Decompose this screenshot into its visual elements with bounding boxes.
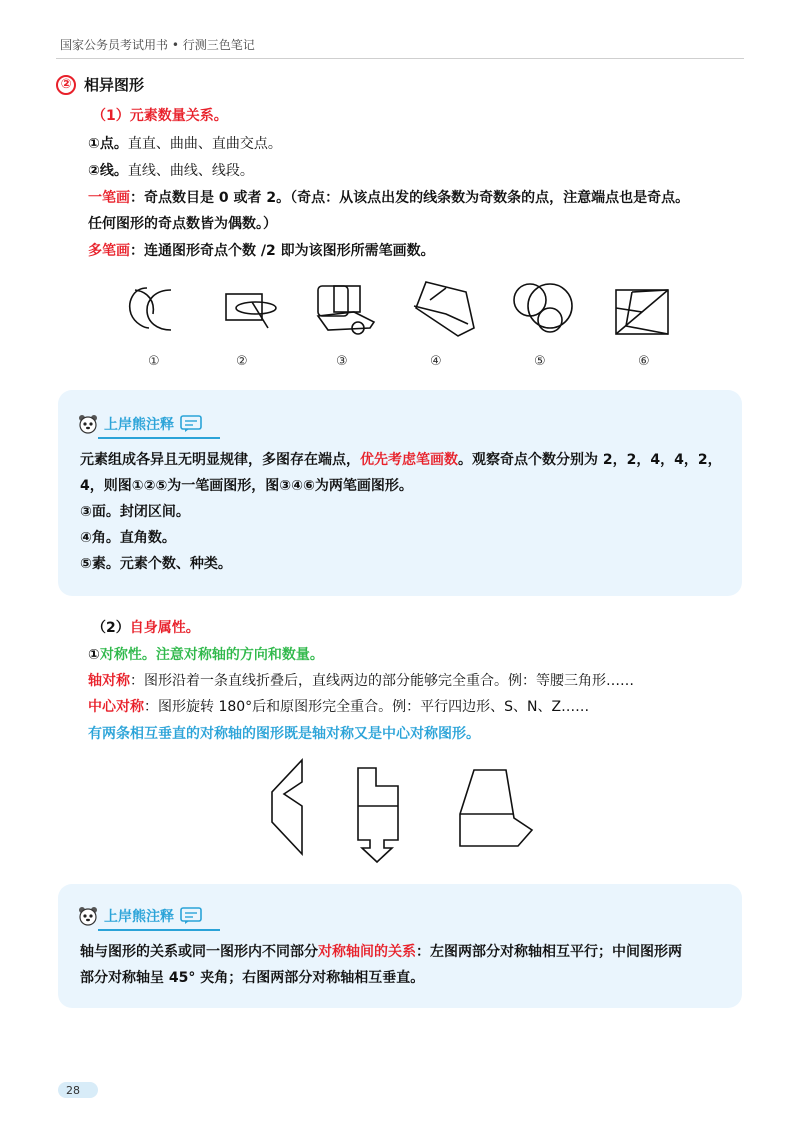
note-2-highlight: 对称轴间的关系 — [318, 944, 416, 960]
figure-6 — [612, 286, 672, 338]
points-line — [88, 134, 282, 154]
central-line — [88, 697, 589, 717]
part1-heading-num: （1） — [92, 108, 130, 124]
multi-stroke-label: 多笔画 — [88, 243, 130, 259]
note-2-line-1a: 轴与图形的关系或同一图形内不同部分 — [80, 944, 318, 960]
figure-label: ③ — [336, 354, 348, 369]
points-text: 直直、曲曲、直曲交点。 — [127, 136, 282, 152]
note-1-tag-underline — [98, 437, 220, 439]
figure-3 — [314, 282, 380, 338]
figure-5 — [506, 282, 576, 338]
figure-label: ② — [236, 354, 248, 369]
symmetry-line — [88, 645, 324, 665]
figure-4 — [408, 278, 478, 338]
symmetry-figure-right — [456, 766, 536, 850]
part2-heading-num: （2） — [92, 620, 130, 636]
figure-label: ① — [148, 354, 160, 369]
figure-label: ⑤ — [534, 354, 546, 369]
symmetry-prefix: ① — [88, 647, 100, 663]
note-1-line-2: 4，则图①②⑤为一笔画图形，图③④⑥为两笔画图形。 — [80, 478, 413, 494]
bear-icon — [78, 414, 98, 434]
symmetry-label: 对称性。 — [99, 647, 156, 663]
points-prefix: ①点。 — [88, 136, 128, 152]
multi-stroke-line — [88, 241, 435, 261]
comment-icon — [180, 907, 202, 925]
central-label: 中心对称 — [88, 699, 144, 715]
figure-label: ④ — [430, 354, 442, 369]
part1-heading — [92, 106, 228, 126]
note-2-tag — [78, 906, 202, 926]
bear-icon — [78, 906, 98, 926]
lines-line — [88, 161, 254, 181]
axial-text: ：图形沿着一条直线折叠后，直线两边的部分能够完全重合。例：等腰三角形…… — [130, 673, 634, 689]
figure-2 — [222, 288, 278, 332]
note-1-tag-text: 上岸熊注释 — [104, 417, 174, 433]
axial-line — [88, 671, 634, 691]
note-2-tag-text: 上岸熊注释 — [104, 909, 174, 925]
section-heading — [56, 74, 144, 95]
one-stroke-line — [88, 188, 689, 208]
section-number: ② — [56, 75, 76, 95]
axial-label: 轴对称 — [88, 673, 130, 689]
note-1-tag — [78, 414, 202, 434]
one-stroke-line-2: 任何图形的奇点数皆为偶数。） — [88, 216, 277, 232]
note-1-highlight: 优先考虑笔画数 — [360, 452, 458, 468]
part1-heading-text: 元素数量关系。 — [129, 108, 228, 124]
page-number: 28 — [66, 1084, 80, 1097]
lines-text: 直线、曲线、线段。 — [127, 163, 254, 179]
note-1-line-1a: 元素组成各异且无明显规律，多图存在端点， — [80, 452, 360, 468]
symmetry-figure-middle — [352, 764, 402, 866]
symmetry-figure-left — [268, 758, 308, 858]
note-2-line-1c: ：左图两部分对称轴相互平行；中间图形两 — [416, 944, 682, 960]
figure-label: ⑥ — [638, 354, 650, 369]
running-header: 国家公务员考试用书 • 行测三色笔记 — [60, 38, 255, 52]
note-2-line-1 — [80, 942, 682, 962]
one-stroke-label: 一笔画 — [88, 190, 130, 206]
both-symmetry-line: 有两条相互垂直的对称轴的图形既是轴对称又是中心对称图形。 — [88, 726, 480, 742]
note-1-line-4: ④角。直角数。 — [80, 530, 176, 546]
header-divider — [56, 58, 744, 59]
central-text: ：图形旋转 180°后和原图形完全重合。例：平行四边形、S、N、Z…… — [144, 699, 590, 715]
note-1-line-3: ③面。封闭区间。 — [80, 504, 190, 520]
symmetry-text: 注意对称轴的方向和数量。 — [155, 647, 324, 663]
part2-heading — [92, 618, 200, 638]
lines-prefix: ②线。 — [88, 163, 128, 179]
comment-icon — [180, 415, 202, 433]
note-1-line-5: ⑤素。元素个数、种类。 — [80, 556, 232, 572]
note-2-tag-underline — [98, 929, 220, 931]
one-stroke-text: ：奇点数目是 0 或者 2。（奇点：从该点出发的线条数为奇数条的点，注意端点也是奇点。 — [130, 190, 690, 206]
note-1-line-1 — [80, 450, 722, 470]
part2-heading-text: 自身属性。 — [129, 620, 200, 636]
multi-stroke-text: ：连通图形奇点个数 /2 即为该图形所需笔画数。 — [130, 243, 435, 259]
note-2-line-2: 部分对称轴呈 45° 夹角；右图两部分对称轴相互垂直。 — [80, 970, 425, 986]
figure-1 — [125, 284, 175, 334]
note-1-line-1c: 。观察奇点个数分别为 2，2，4，4，2， — [458, 452, 722, 468]
section-title: 相异图形 — [84, 76, 145, 94]
